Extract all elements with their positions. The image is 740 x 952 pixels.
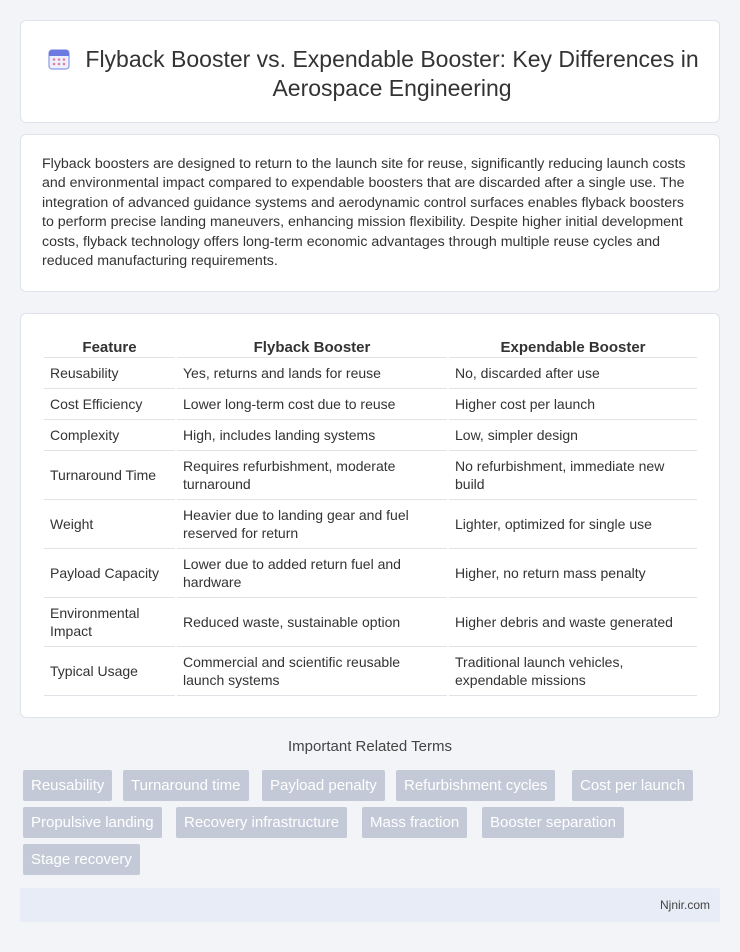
footer-site-link[interactable]: Njnir.com <box>659 898 710 912</box>
feature-cell: Reusability <box>44 358 175 389</box>
feature-cell: Cost Efficiency <box>44 389 175 420</box>
expendable-cell: Traditional launch vehicles, expendable missions <box>449 647 697 696</box>
tag-booster-separation[interactable]: Booster separation <box>482 807 624 838</box>
flyback-cell: Lower due to added return fuel and hardware <box>177 549 447 598</box>
feature-cell: Environmental Impact <box>44 598 175 647</box>
tag-reusability[interactable]: Reusability <box>23 770 112 801</box>
expendable-cell: Lighter, optimized for single use <box>449 500 697 549</box>
flyback-cell: Commercial and scientific reusable launch systems <box>177 647 447 696</box>
expendable-cell: No, discarded after use <box>449 358 697 389</box>
tag-refurbishment-cycles[interactable]: Refurbishment cycles <box>396 770 555 801</box>
table-row <box>44 598 697 647</box>
feature-cell: Complexity <box>44 420 175 451</box>
expendable-cell: Low, simpler design <box>449 420 697 451</box>
feature-cell: Typical Usage <box>44 647 175 696</box>
table-row <box>44 451 697 500</box>
table-row <box>44 389 697 420</box>
table-row <box>44 500 697 549</box>
flyback-cell: Yes, returns and lands for reuse <box>177 358 447 389</box>
tag-stage-recovery[interactable]: Stage recovery <box>23 844 140 875</box>
page-title: Flyback Booster vs. Expendable Booster: Key Differences in Aerospace Engineering <box>85 46 699 101</box>
intro-paragraph: Flyback boosters are designed to return to the launch site for reuse, significantly reducing launch costs and environmental impact compared to expendable boosters that are discarded after a single use. The integration of advanced guidance systems and aerodynamic control surfaces enables flyback boosters to perform precise landing maneuvers, enhancing mission flexibility. Despite higher initial development costs, flyback technology offers long-term economic advantages through multiple reuse cycles and reduced manufacturing requirements. <box>42 156 686 270</box>
expendable-cell: Higher, no return mass penalty <box>449 549 697 598</box>
header-flyback: Flyback Booster <box>177 334 447 358</box>
footer <box>20 888 720 922</box>
tag-recovery-infrastructure[interactable]: Recovery infrastructure <box>176 807 347 838</box>
tag-propulsive-landing[interactable]: Propulsive landing <box>23 807 162 838</box>
header-card <box>20 20 720 123</box>
table-row <box>44 420 697 451</box>
tag-cost-per-launch[interactable]: Cost per launch <box>572 770 693 801</box>
intro-card <box>20 134 720 292</box>
calendar-icon <box>47 47 71 71</box>
flyback-cell: Heavier due to landing gear and fuel reserved for return <box>177 500 447 549</box>
table-row <box>44 549 697 598</box>
related-terms-title: Important Related Terms <box>288 738 452 755</box>
header-expendable: Expendable Booster <box>449 334 697 358</box>
feature-cell: Payload Capacity <box>44 549 175 598</box>
comparison-card <box>20 313 720 718</box>
expendable-cell: Higher debris and waste generated <box>449 598 697 647</box>
feature-cell: Turnaround Time <box>44 451 175 500</box>
flyback-cell: Reduced waste, sustainable option <box>177 598 447 647</box>
flyback-cell: High, includes landing systems <box>177 420 447 451</box>
table-row <box>44 647 697 696</box>
expendable-cell: No refurbishment, immediate new build <box>449 451 697 500</box>
tag-mass-fraction[interactable]: Mass fraction <box>362 807 467 838</box>
table-header-row <box>44 334 697 358</box>
header-feature: Feature <box>44 334 175 358</box>
flyback-cell: Requires refurbishment, moderate turnaround <box>177 451 447 500</box>
comparison-table <box>42 334 699 696</box>
expendable-cell: Higher cost per launch <box>449 389 697 420</box>
flyback-cell: Lower long-term cost due to reuse <box>177 389 447 420</box>
tag-payload-penalty[interactable]: Payload penalty <box>262 770 385 801</box>
tag-turnaround-time[interactable]: Turnaround time <box>123 770 249 801</box>
feature-cell: Weight <box>44 500 175 549</box>
table-row <box>44 358 697 389</box>
